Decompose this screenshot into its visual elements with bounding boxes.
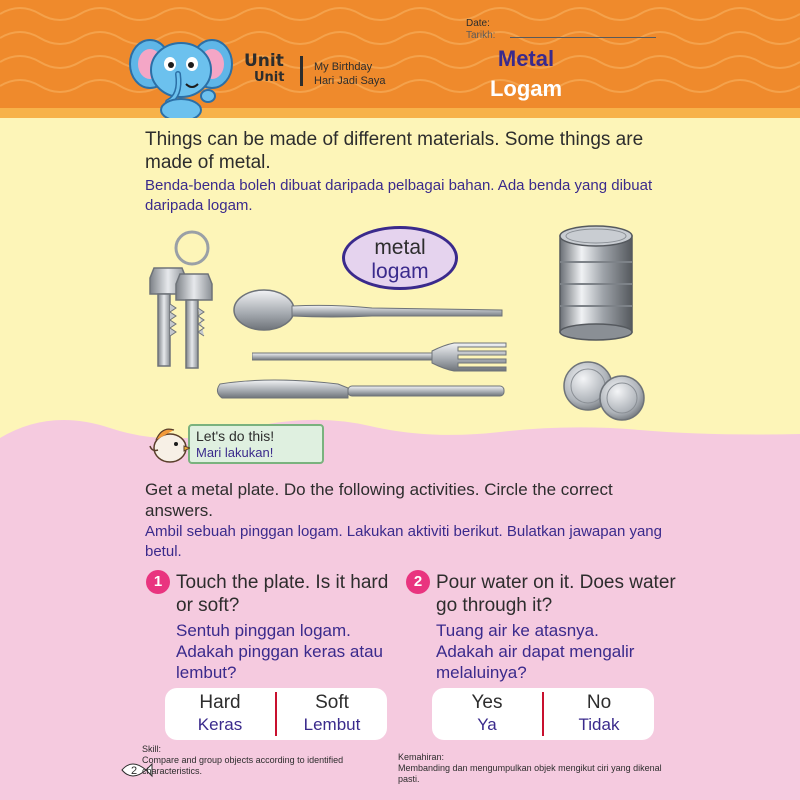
unit-topic-ms: Hari Jadi Saya [314, 75, 386, 87]
page-title-ms: Logam [489, 76, 563, 101]
spoon-image [232, 284, 506, 336]
page-title-en: Metal [497, 46, 555, 71]
date-write-line[interactable] [510, 37, 656, 38]
question-2-text-en: Pour water on it. Does water go through it? [436, 572, 676, 616]
answer-option-label-ms: Lembut [303, 715, 361, 734]
keys-image [140, 228, 224, 376]
answer-option-label-en: Hard [199, 692, 241, 713]
date-label-en: Date: [466, 18, 490, 29]
date-label-ms: Tarikh: [466, 30, 496, 41]
answer-option-label-ms: Keras [197, 715, 243, 734]
lets-do-this-en: Let's do this! [196, 428, 275, 444]
question-2-number: 2 [406, 570, 430, 594]
question-1-text-en: Touch the plate. Is it hard or soft? [176, 572, 389, 616]
answer-option-soft[interactable] [277, 688, 387, 740]
kemahiran-label: Kemahiran: [398, 752, 445, 762]
tin-can-image [556, 222, 636, 344]
answer-option-label-ms: Ya [477, 715, 497, 734]
metal-label-bubble [342, 226, 458, 290]
answer-option-no[interactable] [544, 688, 654, 740]
skill-label: Skill: [142, 744, 162, 754]
elephant-mascot-icon [128, 30, 238, 122]
unit-topic [314, 60, 386, 88]
answer-option-label-ms: Tidak [578, 715, 620, 734]
lets-do-this-header [148, 420, 328, 466]
date-field [466, 18, 656, 42]
question-1-text-ms: Sentuh pinggan logam. Adakah pinggan keras atau lembut? [176, 621, 383, 682]
bubble-text-en: metal [374, 236, 426, 259]
kemahiran-note [398, 752, 678, 785]
answer-option-yes[interactable] [432, 688, 542, 740]
question-1-answer-box [165, 688, 387, 740]
section-divider-wave [0, 412, 800, 452]
knife-image [216, 374, 508, 410]
answer-option-label-en: Soft [315, 692, 349, 713]
unit-label [244, 52, 304, 86]
unit-divider [300, 56, 303, 86]
question-1-number: 1 [146, 570, 170, 594]
skill-note [142, 744, 382, 777]
fork-image [252, 340, 508, 374]
intro-text-en: Things can be made of different materials. Some things are made of metal. [145, 129, 644, 173]
lets-do-this-ms: Mari lakukan! [196, 445, 274, 460]
bird-icon [148, 420, 190, 466]
intro-text-ms: Benda-benda boleh dibuat daripada pelbagai bahan. Ada benda yang dibuat daripada logam. [145, 177, 653, 214]
unit-topic-en: My Birthday [314, 61, 373, 73]
header-wave-pattern [0, 0, 800, 118]
question-2-answer-box [432, 688, 654, 740]
page-number: 2 [130, 765, 138, 777]
answer-option-label-en: Yes [471, 692, 503, 713]
skill-text: Compare and group objects according to identified characteristics. [142, 755, 344, 776]
unit-label-en: Unit [244, 51, 284, 71]
answer-option-label-en: No [586, 692, 612, 713]
instruction-text-ms: Ambil sebuah pinggan logam. Lakukan aktiviti berikut. Bulatkan jawapan yang betul. [145, 523, 662, 560]
instruction-text-en: Get a metal plate. Do the following activities. Circle the correct answers. [145, 480, 613, 520]
header-banner [0, 0, 800, 118]
kemahiran-text: Membanding dan mengumpulkan objek mengikut ciri yang dikenal pasti. [398, 763, 662, 784]
bubble-text-ms: logam [371, 260, 429, 283]
unit-label-ms: Unit [254, 70, 285, 85]
answer-option-hard[interactable] [165, 688, 275, 740]
question-2-text-ms: Tuang air ke atasnya. Adakah air dapat mengalir melaluinya? [436, 621, 635, 682]
